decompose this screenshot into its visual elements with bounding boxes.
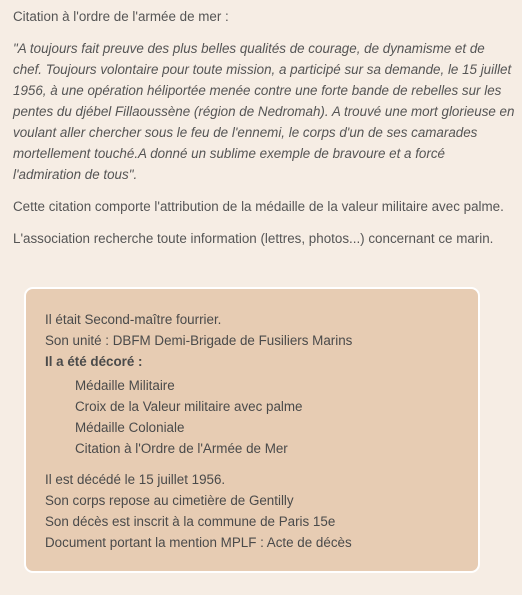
medal-item: Médaille Militaire (75, 378, 175, 393)
association-search-note: L'association recherche toute information (lettres, photos...) concernant ce marin. (13, 231, 494, 246)
sailor-info-box (24, 287, 480, 573)
citation-heading: Citation à l'ordre de l'armée de mer : (13, 9, 229, 24)
death-details (45, 469, 352, 553)
medal-attribution-note: Cette citation comporte l'attribution de la médaille de la valeur militaire avec palme. (13, 199, 504, 214)
medal-item: Médaille Coloniale (75, 420, 185, 435)
rank-line: Il était Second-maître fourrier. (45, 312, 222, 327)
unit-line: Son unité : DBFM Demi-Brigade de Fusiliers Marins (45, 333, 353, 348)
citation-quote: "A toujours fait preuve des plus belles qualités de courage, de dynamisme et de chef. Toujours volontaire pour toute mission, a participé sur sa demande, le 15 juillet 1956, à une opération héliportée menée contre une forte bande de rebelles sur les pentes du djébel Fillaoussène (région de Nedromah). A trouvé une mort glorieuse en voulant aller chercher sous le feu de l'ennemi, le corps d'un de ses camarades mortellement touché.A donné un sublime exemple de bravoure et a forcé l'admiration de tous". (13, 41, 515, 182)
burial-line: Son corps repose au cimetière de Gentilly (45, 493, 294, 508)
medal-item: Croix de la Valeur militaire avec palme (75, 399, 303, 414)
death-registration-line: Son décès est inscrit à la commune de Paris 15e (45, 514, 336, 529)
medal-list (45, 375, 352, 459)
medal-item: Citation à l'Ordre de l'Armée de Mer (75, 441, 288, 456)
death-date-line: Il est décédé le 15 juillet 1956. (45, 472, 226, 487)
sailor-info-content (45, 309, 352, 553)
article-body (13, 6, 515, 249)
decorated-label: Il a été décoré : (45, 354, 143, 369)
document-line: Document portant la mention MPLF : Acte de décès (45, 535, 352, 550)
